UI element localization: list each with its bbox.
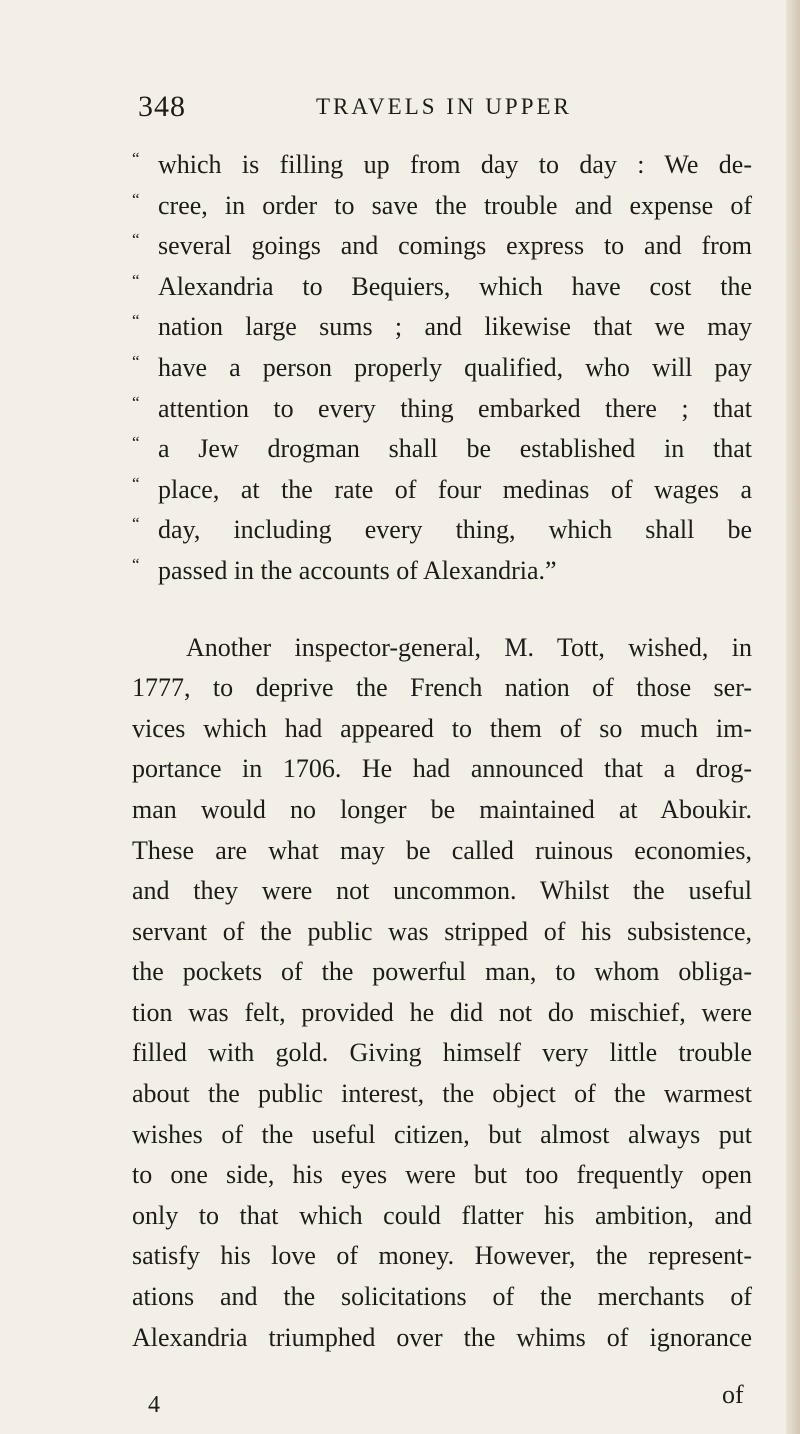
quote-mark: “ <box>132 270 140 290</box>
quote-line <box>132 186 752 227</box>
paragraph-line: filled with gold. Giving himself very little trouble <box>132 1038 752 1068</box>
quote-line <box>132 551 752 592</box>
quote-line-text: have a person properly qualified, who will pay <box>158 352 752 382</box>
paragraph-line: to one side, his eyes were but too frequently open <box>132 1160 752 1190</box>
paragraph-line: Alexandria triumphed over the whims of ignorance <box>132 1322 752 1352</box>
quote-line <box>132 145 752 186</box>
body-text <box>132 145 752 1358</box>
quote-line-text: cree, in order to save the trouble and expense of <box>158 190 752 220</box>
paragraph-gap <box>132 592 752 628</box>
quote-line-text: Alexandria to Bequiers, which have cost the <box>158 271 752 301</box>
paragraph-line: tion was felt, provided he did not do mischief, were <box>132 997 752 1027</box>
quote-line <box>132 389 752 430</box>
quote-mark: “ <box>132 554 140 574</box>
quote-line-text: nation large sums ; and likewise that we may <box>158 312 752 342</box>
page-edge-shadow <box>786 0 800 1434</box>
quote-mark: “ <box>132 230 140 250</box>
quote-line <box>132 429 752 470</box>
quote-line-text: several goings and comings express to and from <box>158 231 752 261</box>
paragraph-line: and they were not uncommon. Whilst the useful <box>132 876 752 906</box>
quote-line <box>132 226 752 267</box>
paragraph-line: vices which had appeared to them of so much im- <box>132 713 752 743</box>
paragraph-line: only to that which could flatter his ambition, and <box>132 1200 752 1230</box>
paragraph-line: about the public interest, the object of the warmest <box>132 1079 752 1109</box>
signature-mark: 4 <box>148 1392 160 1418</box>
quote-mark: “ <box>132 392 140 412</box>
paragraph-line: wishes of the useful citizen, but almost always put <box>132 1119 752 1149</box>
paragraph-line: portance in 1706. He had announced that a drog- <box>132 754 752 784</box>
paragraph-line: Another inspector-general, M. Tott, wished, in <box>186 632 752 662</box>
quote-mark: “ <box>132 473 140 493</box>
paragraph <box>132 628 752 1359</box>
running-head: TRAVELS IN UPPER <box>316 94 572 119</box>
quote-line-text: place, at the rate of four medinas of wages a <box>158 474 752 504</box>
quote-line-text: passed in the accounts of Alexandria.” <box>158 555 557 585</box>
quote-line-text: attention to every thing embarked there ; that <box>158 393 752 423</box>
quote-line <box>132 348 752 389</box>
quote-mark: “ <box>132 351 140 371</box>
paragraph-line: satisfy his love of money. However, the represent- <box>132 1241 752 1271</box>
paragraph-line: the pockets of the powerful man, to whom obliga- <box>132 957 752 987</box>
paragraph-line: servant of the public was stripped of his subsistence, <box>132 916 752 946</box>
quote-line <box>132 307 752 348</box>
quote-mark: “ <box>132 311 140 331</box>
quote-mark: “ <box>132 514 140 534</box>
paragraph-line: These are what may be called ruinous economies, <box>132 835 752 865</box>
catchword: of <box>722 1380 744 1409</box>
quote-line-text: a Jew drogman shall be established in that <box>158 434 752 464</box>
page-number: 348 <box>138 90 186 123</box>
quote-line <box>132 470 752 511</box>
quote-line-text: day, including every thing, which shall be <box>158 515 752 545</box>
quoted-decree <box>132 145 752 592</box>
page-header <box>138 90 738 130</box>
paragraph-line: 1777, to deprive the French nation of those ser- <box>132 673 752 703</box>
quote-mark: “ <box>132 149 140 168</box>
quote-line-text: which is filling up from day to day : We de- <box>158 150 752 179</box>
quote-mark: “ <box>132 433 140 453</box>
paragraph-line: man would no longer be maintained at Aboukir. <box>132 794 752 824</box>
quote-line <box>132 267 752 308</box>
quote-line <box>132 510 752 551</box>
paragraph-line: ations and the solicitations of the merchants of <box>132 1282 752 1312</box>
quote-mark: “ <box>132 189 140 209</box>
